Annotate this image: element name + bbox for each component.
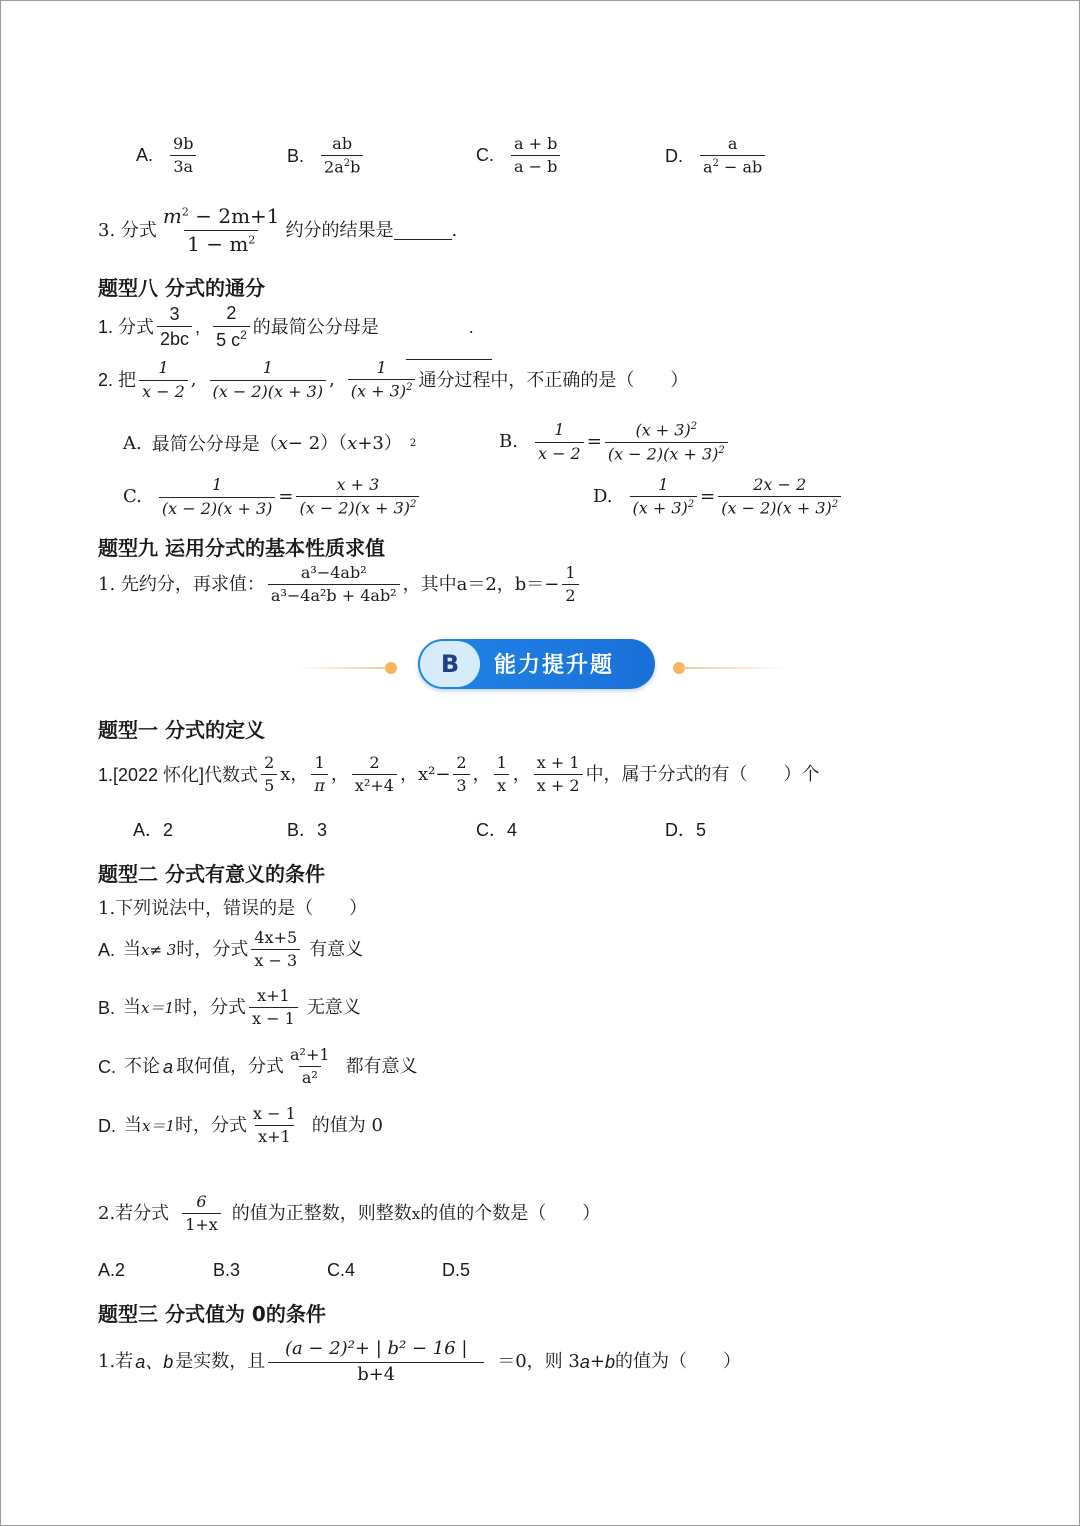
s2-q2-option-d: D.5 [442, 1260, 471, 1280]
section8-question-1: 1. 分式 $\frac{3}{2bc}$ , $\frac{2}{5 c^2}$ 的最简公分母是 . [98, 303, 474, 350]
s2-q1-option-a: A. 当 x≠ 3 时，分式 $\frac{4x+5}{x - 3}$ 有意义 [98, 928, 364, 971]
fraction: $\frac{(x + 3)^2}{(x - 2)(x + 3)^2}$ [605, 421, 728, 463]
banner-title: 能力提升题 [494, 653, 615, 678]
prev-option-d: D. $\frac{a}{a^2 - ab}$ [665, 135, 768, 177]
section9-question-1: 1. 先约分，再求值： $\frac{\text{a³−4ab²}}{\text{a³−4a²b + 4ab²}}$ ，其中a＝2，b＝− $\frac{1}{2}$ [98, 564, 582, 606]
fraction: $\frac{2x - 2}{(x - 2)(x + 3)^2}$ [718, 476, 841, 518]
fraction: $\frac{\text{a²+1}}{\text{a²}}$ [290, 1045, 330, 1088]
answer-blank[interactable] [394, 221, 452, 240]
fraction: $\frac{2}{3}$ [453, 754, 469, 796]
s2-q2-option-c: C.4 [327, 1260, 356, 1280]
fraction: $\frac{x - 1}{x+1}$ [253, 1104, 296, 1147]
s1-option-b: B．3 [287, 820, 328, 840]
fraction: $\frac{1}{x - 2}$ [535, 421, 584, 463]
banner-letter: B [420, 641, 480, 687]
section-heading-9: 题型九 运用分式的基本性质求值 [98, 536, 385, 560]
fraction: $\frac{3}{2bc}$ [157, 304, 192, 350]
section-heading-s2: 题型二 分式有意义的条件 [98, 862, 325, 886]
fraction: $\frac{x+1}{x - 1}$ [249, 987, 298, 1029]
s2-question-1-stem: 1.下列说法中，错误的是（ ） [98, 898, 368, 919]
fraction: $\frac{a}{a^2 - ab}$ [700, 135, 765, 177]
fraction: $\frac{\text{a³−4ab²}}{\text{a³−4a²b + 4ab²}}$ [268, 564, 400, 606]
s1-option-a: A．2 [133, 820, 174, 840]
s2-q2-option-a: A.2 [98, 1260, 126, 1280]
section-banner [418, 639, 655, 689]
section8-question-2: 2. 把 $\frac{1}{x - 2}$ , $\frac{1}{(x - 2)(x + 3)}$ , $\frac{1}{(x + 3)^2}$ 通分过程中，不正确的是（ ） [98, 358, 689, 401]
s2-q1-option-c: C. 不论 a 取何值，分式 $\frac{\text{a²+1}}{\text{a²}}$ 都有意义 [98, 1045, 418, 1088]
section8-q2-option-c: C. $\frac{1}{(x - 2)(x + 3)}$ = $\frac{x + 3}{(x - 2)(x + 3)^2}$ [123, 476, 422, 518]
fraction: $\frac{x + 3}{(x - 2)(x + 3)^2}$ [296, 476, 419, 518]
fraction: $\frac{ab}{2a^2b}$ [321, 135, 363, 177]
s2-q1-option-d: D. 当 x＝1 时，分式 $\frac{x - 1}{x+1}$ 的值为 0 [98, 1104, 383, 1147]
fraction: $\frac{\text{(a − 2)²+ | b² − 16 |}}{b+4}$ [268, 1339, 484, 1385]
fraction: $\frac{1}{\pi}$ [311, 754, 328, 796]
section-heading-s1: 题型一 分式的定义 [98, 718, 265, 742]
section-heading-8: 题型八 分式的通分 [98, 276, 265, 300]
prev-option-c: C. $\frac{a + b}{a - b}$ [476, 135, 563, 177]
fraction: $\frac{2}{5}$ [261, 754, 277, 796]
fraction: $\frac{1}{(x - 2)(x + 3)}$ [159, 476, 276, 518]
question-3: 3. 分式 $\frac{m^2 - 2m+1}{1 - m^2}$ 约分的结果是 . [98, 204, 458, 256]
s1-option-d: D．5 [665, 820, 707, 840]
fraction: $\frac{4x+5}{x - 3}$ [251, 929, 300, 971]
banner-line-left [296, 667, 391, 669]
fraction: $\frac{1}{2}$ [562, 564, 578, 606]
section8-q2-option-b: B. $\frac{1}{x - 2}$ = $\frac{(x + 3)^2}{(x - 2)(x + 3)^2}$ [499, 421, 731, 463]
fraction: $\frac{2}{\text{x²+4}}$ [352, 754, 397, 796]
prev-option-b: B. $\frac{ab}{2a^2b}$ [287, 135, 366, 177]
fraction: $\frac{1}{x}$ [494, 754, 510, 796]
section-heading-s3: 题型三 分式值为 0的条件 [98, 1302, 326, 1326]
s3-question-1: 1.若 a、b 是实数，且 $\frac{\text{(a − 2)²+ | b² − 16 |}}{b+4}$ ＝0，则 3 a + b 的值为（ ） [98, 1338, 741, 1385]
fraction: $\frac{1}{(x - 2)(x + 3)}$ [210, 359, 327, 401]
fraction: $\frac{a + b}{a - b}$ [511, 135, 560, 177]
section8-q2-option-a: A. 最简公分母是（ x − 2）（ x +3） 2 [123, 433, 417, 454]
banner-line-right [681, 667, 786, 669]
fraction: $\frac{1}{(x + 3)^2}$ [630, 476, 698, 518]
s1-option-c: C．4 [476, 820, 518, 840]
fraction: $\frac{6}{1+x}$ [182, 1193, 221, 1235]
fraction: $\frac{9b}{3a}$ [170, 135, 196, 177]
fraction: $\frac{1}{x - 2}$ [139, 359, 188, 401]
fraction: $\frac{2}{5 c^2}$ [213, 303, 250, 350]
s2-q2-option-b: B.3 [213, 1260, 241, 1280]
section8-q2-option-d: D. $\frac{1}{(x + 3)^2}$ = $\frac{2x - 2}{(x - 2)(x + 3)^2}$ [593, 476, 844, 518]
fraction: $\frac{m^2 - 2m+1}{1 - m^2}$ [162, 204, 280, 256]
s1-question-1: 1.[2022 怀化]代数式 $\frac{2}{5}$ x ， $\frac{1}{\pi}$ ， $\frac{2}{\text{x²+4}}$ ， x²− $\frac{2}{3}$ ， $\frac{1}{x}$ ， $\frac{x + 1}{x + 2}$ 中，属于分式的有（ ）个 [98, 753, 820, 796]
s2-q1-option-b: B. 当 x＝1 时，分式 $\frac{x+1}{x - 1}$ 无意义 [98, 986, 361, 1029]
fraction: $\frac{1}{(x + 3)^2}$ [348, 359, 416, 401]
banner-dot-left [385, 662, 397, 674]
fraction: $\frac{x + 1}{x + 2}$ [534, 754, 583, 796]
prev-option-a: A. $\frac{9b}{3a}$ [136, 135, 199, 177]
s2-question-2: 2.若分式 $\frac{6}{1+x}$ 的值为正整数，则整数 x 的值的个数是（ ） [98, 1192, 601, 1235]
